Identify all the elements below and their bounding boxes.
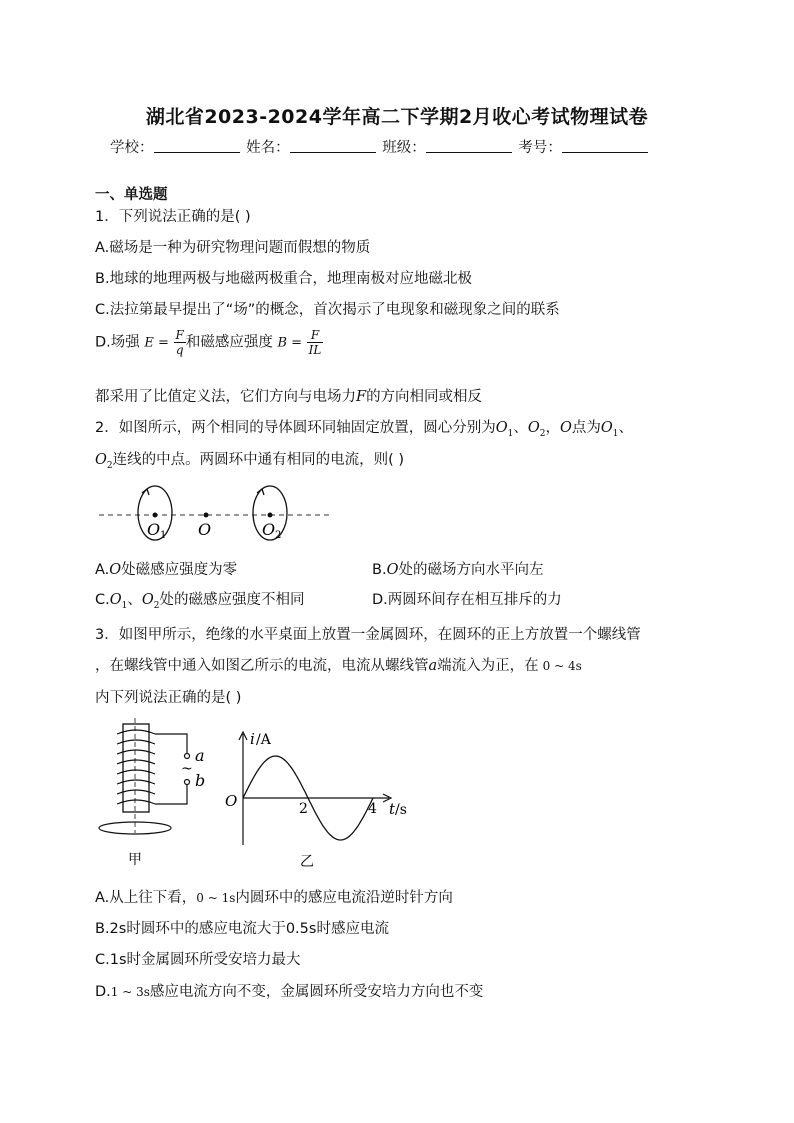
number-label: 考号： — [518, 140, 562, 156]
center-dot-O2 — [268, 513, 273, 518]
tilde-icon: ~ — [181, 761, 193, 777]
q1-d-mid: 和磁感应强度 — [185, 334, 273, 351]
q3-time-range: 0 ~ 1s — [196, 891, 236, 905]
subscript: 2 — [106, 460, 113, 471]
x-label-unit: /s — [395, 802, 407, 818]
q2-O2-symbol: O — [141, 592, 154, 608]
q2-option-a[interactable] — [95, 558, 237, 579]
q2-O1-symbol: O — [495, 420, 508, 436]
subscript: 2 — [153, 600, 160, 611]
sep: 、 — [127, 592, 142, 608]
q2-O-symbol: O — [109, 562, 122, 578]
q3-current-graph — [225, 730, 415, 875]
opt-text: 感应电流方向不变，金属圆环所受安培力方向也不变 — [149, 984, 484, 1000]
q2-O2-symbol: O — [527, 420, 540, 436]
opt-prefix: D. — [95, 984, 111, 1000]
frac-den: q — [175, 343, 184, 357]
q2-O-symbol: O — [386, 562, 399, 578]
tick-2: 2 — [299, 801, 308, 817]
school-blank[interactable] — [154, 138, 240, 153]
subscript: 1 — [121, 600, 128, 611]
sep: 、 — [513, 420, 528, 436]
q2-stem-line1 — [95, 416, 633, 439]
tick-4: 4 — [368, 801, 377, 817]
label-O1-sub: 1 — [160, 530, 167, 541]
q1-stem: 1．下列说法正确的是( ) — [95, 209, 251, 225]
q1-option-b[interactable]: B.地球的地理两极与地磁两极重合，地理南极对应地磁北极 — [95, 271, 473, 287]
q2-option-c[interactable] — [95, 588, 304, 611]
q3-option-c[interactable]: C.1s时金属圆环所受安培力最大 — [95, 952, 301, 968]
subscript: 1 — [507, 428, 514, 439]
q1-d-cont-text: 都采用了比值定义法，它们方向与电场力 — [95, 389, 356, 405]
x-label-t: t — [389, 800, 396, 818]
opt-text: A.从上往下看， — [95, 890, 197, 906]
sep: ， — [545, 420, 560, 436]
q2-option-b[interactable] — [372, 558, 543, 579]
q2-stem-text: 点为 — [571, 420, 601, 436]
q1-d-cont-text-2: 的方向相同或相反 — [366, 389, 483, 405]
opt-prefix: A. — [95, 562, 110, 578]
q3-stem-text: ，在螺线管中通入如图乙所示的电流，电流从螺线管 — [95, 658, 429, 674]
q3-stem-line2 — [95, 654, 582, 675]
q1-d-frac-Fq — [174, 328, 186, 357]
label-O1: O — [147, 520, 161, 539]
q2-O2-symbol: O — [95, 452, 107, 468]
q1-option-c[interactable]: C.法拉第最早提出了“场”的概念，首次揭示了电现象和磁现象之间的联系 — [95, 302, 560, 318]
label-jia: 甲 — [128, 852, 142, 868]
q2-stem-line2 — [95, 448, 404, 471]
class-label: 班级： — [382, 140, 426, 156]
q1-d-prefix: D.场强 — [95, 334, 140, 351]
q2-stem-text: 2．如图所示，两个相同的导体圆环同轴固定放置，圆心分别为 — [95, 420, 496, 436]
q1-option-a[interactable]: A.磁场是一种为研究物理问题而假想的物质 — [95, 240, 371, 256]
q3-time-range: 1 ~ 3s — [110, 985, 150, 999]
q3-option-d[interactable] — [95, 980, 483, 1001]
subscript: 1 — [612, 428, 619, 439]
q1-d-B: B = — [277, 335, 303, 351]
q2-stem-text: 连线的中点。两圆环中通有相同的电流，则( ) — [112, 452, 405, 468]
opt-prefix: B. — [372, 562, 387, 578]
q3-stem-line3: 内下列说法正确的是( ) — [95, 690, 242, 706]
q2-rings-figure — [95, 480, 335, 545]
school-label: 学校： — [110, 140, 154, 156]
opt-prefix: C. — [95, 592, 110, 608]
label-O2: O — [262, 520, 276, 539]
q2-O1-symbol: O — [109, 592, 122, 608]
q1-option-d[interactable] — [95, 328, 323, 357]
class-blank[interactable] — [426, 138, 512, 153]
q2-O-symbol: O — [559, 420, 572, 436]
y-label-i: i — [250, 730, 255, 748]
frac-den: IL — [308, 343, 322, 357]
terminal-b — [185, 780, 190, 785]
center-dot-O — [204, 513, 209, 518]
q3-option-a[interactable] — [95, 886, 453, 907]
section-heading: 一、单选题 — [95, 187, 168, 203]
q1-d-force-symbol: F — [356, 389, 367, 405]
q1-option-d-continued — [95, 385, 482, 406]
label-b: b — [195, 771, 206, 790]
label-O: O — [198, 520, 212, 539]
q3-a-symbol: a — [428, 658, 438, 674]
q2-O1-symbol: O — [600, 420, 613, 436]
q3-time-range: 0 ~ 4s — [542, 659, 582, 673]
student-info-row — [110, 136, 650, 157]
q3-stem-text: 端流入为正，在 — [437, 658, 539, 674]
number-blank[interactable] — [562, 138, 648, 153]
label-a: a — [195, 746, 205, 765]
wire-top — [155, 734, 187, 754]
origin-label: O — [225, 792, 238, 810]
subscript: 2 — [539, 428, 546, 439]
center-dot-O1 — [153, 513, 158, 518]
terminal-a — [185, 754, 190, 759]
q3-option-b[interactable]: B.2s时圆环中的感应电流大于0.5s时感应电流 — [95, 921, 389, 937]
opt-text: 处的磁场方向水平向左 — [398, 562, 544, 578]
name-label: 姓名： — [246, 140, 290, 156]
q3-stem-line1: 3．如图甲所示，绝缘的水平桌面上放置一金属圆环，在圆环的正上方放置一个螺线管 — [95, 627, 641, 643]
sep: 、 — [618, 420, 633, 436]
frac-num: F — [307, 328, 324, 343]
label-O2-sub: 2 — [275, 530, 282, 541]
opt-text: 处磁感应强度为零 — [121, 562, 238, 578]
opt-text: 处的磁感应强度不相同 — [159, 592, 305, 608]
wire-bottom — [155, 784, 187, 804]
q1-d-E: E = — [144, 335, 169, 351]
q1-d-frac-FIL — [307, 328, 324, 357]
opt-text: 内圆环中的感应电流沿逆时针方向 — [235, 890, 453, 906]
frac-num: F — [175, 328, 184, 342]
q2-option-d[interactable]: D.两圆环间存在相互排斥的力 — [372, 592, 562, 608]
page-title: 湖北省2023-2024学年高二下学期2月收心考试物理试卷 — [145, 106, 649, 128]
y-label-unit: /A — [256, 732, 271, 748]
label-yi: 乙 — [300, 854, 314, 870]
q3-solenoid-figure — [95, 718, 225, 870]
name-blank[interactable] — [290, 138, 376, 153]
solenoid-core — [123, 724, 149, 812]
